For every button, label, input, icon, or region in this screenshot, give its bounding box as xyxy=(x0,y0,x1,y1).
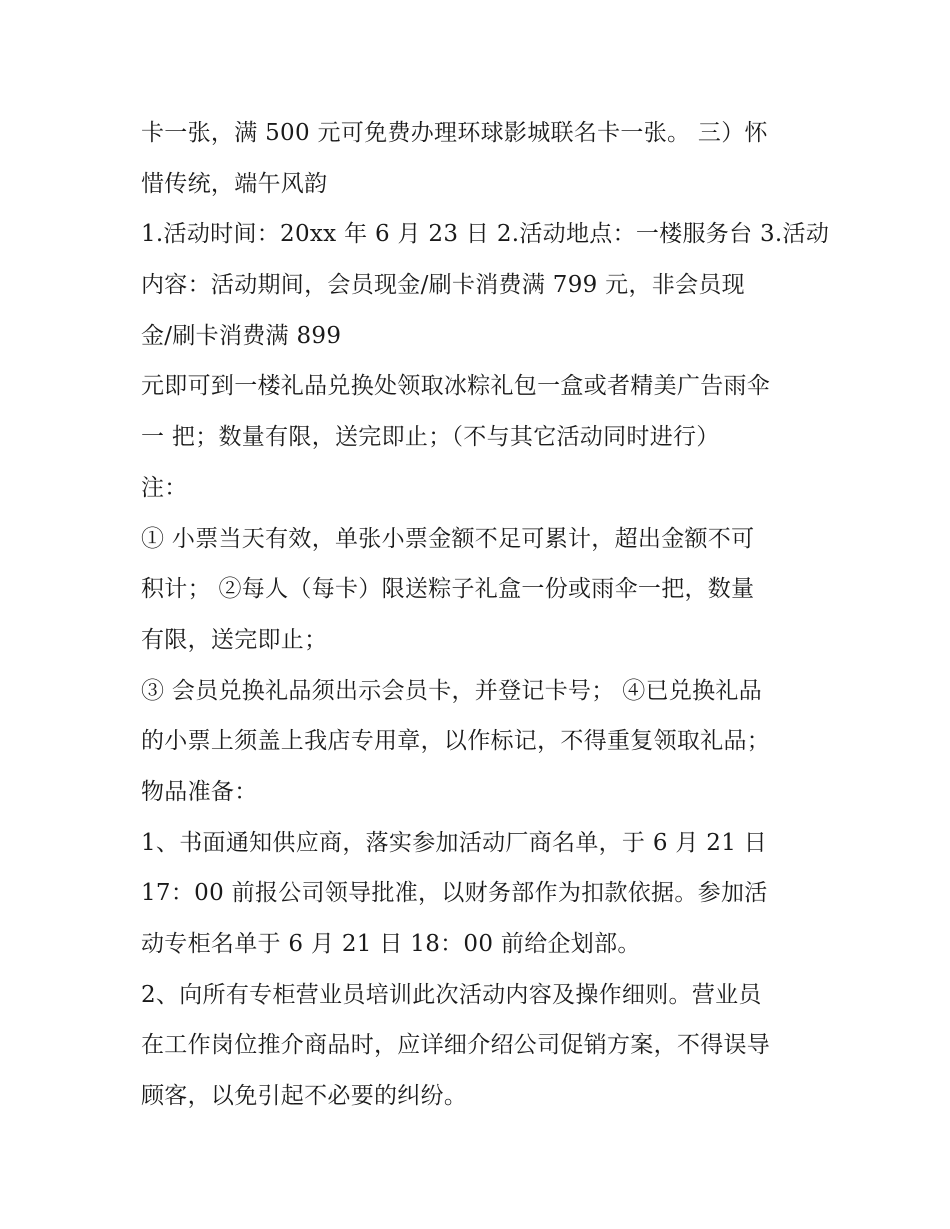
text-line: ① 小票当天有效，单张小票金额不足可累计，超出金额不可 xyxy=(141,525,755,552)
text-line: 动专柜名单于 6 月 21 日 18：00 前给企划部。 xyxy=(141,931,641,957)
text-line: 物品准备： xyxy=(141,778,258,805)
text-line: 17：00 前报公司领导批准，以财务部作为扣款依据。参加活 xyxy=(141,880,768,907)
text-line: 积计； ②每人（每卡）限送粽子礼盒一份或雨伞一把，数量 xyxy=(141,576,755,603)
text-line: ③ 会员兑换礼品须出示会员卡，并登记卡号； ④已兑换礼品 xyxy=(141,677,763,704)
text-line: 有限，送完即止； xyxy=(141,626,328,653)
text-line: 一 把；数量有限，送完即止；（不与其它活动同时进行） xyxy=(141,424,720,451)
text-line: 内容：活动期间，会员现金/刷卡消费满 799 元，非会员现 xyxy=(141,272,745,299)
text-line: 的小票上须盖上我店专用章，以作标记，不得重复领取礼品； xyxy=(141,728,771,755)
text-line: 1、书面通知供应商，落实参加活动厂商名单，于 6 月 21 日 xyxy=(141,829,768,856)
text-line: 注： xyxy=(141,474,188,501)
text-line: 在工作岗位推介商品时，应详细介绍公司促销方案，不得误导 xyxy=(141,1032,771,1059)
text-line: 元即可到一楼礼品兑换处领取冰粽礼包一盒或者精美广告雨伞 xyxy=(141,373,771,400)
text-line: 卡一张，满 500 元可免费办理环球影城联名卡一张。 三）怀 xyxy=(141,120,768,146)
text-line: 1.活动时间：20xx 年 6 月 23 日 2.活动地点：一楼服务台 3.活动 xyxy=(141,221,830,248)
document-body xyxy=(141,108,830,1122)
text-line: 金/刷卡消费满 899 xyxy=(141,322,342,349)
text-line: 顾客，以免引起不必要的纠纷。 xyxy=(141,1083,468,1110)
text-line: 2、向所有专柜营业员培训此次活动内容及操作细则。营业员 xyxy=(141,981,762,1008)
text-line: 惜传统，端午风韵 xyxy=(141,170,328,197)
